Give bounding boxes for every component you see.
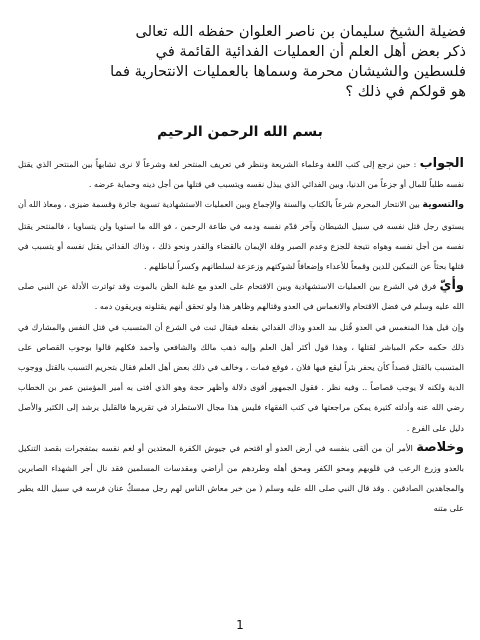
question-line: فضيلة الشيخ سليمان بن ناصر العلوان حفظه الله تعالى — [135, 23, 466, 40]
paragraph-text: بين الانتحار المحرم شرعاً بالكتاب والسنة والإجماع وبين العمليات الاستشهادية تسوية جائرة وقسمة ضيزى ، ومعاذ الله أن يستوي رجل قتل نفسه في سبيل الشيطان وآخر قدّم نفسه ودمه في طاعة الرحمن ، فو الله ما استويا ولن يتساويا ، فالمنتحر يقتل نفسه من أجل نفسه وهواه نتيجة للجزع وعدم الصبر وقلة الإيمان بالقضاء والقدر ونحو ذلك ، وذاك الفدائي يقتل نفسه أو يتسبب في قتلها بحثاً عن التمكين للدين وقمعاً للأعداء وإضعافاً لشوكتهم وزعزعة لسلطانهم وكسراً لباطلهم . — [18, 199, 464, 272]
paragraph — [18, 317, 464, 438]
paragraph-lead: وخلاصة — [416, 439, 464, 455]
paragraph-text: فرق في الشرع بين العمليات الاستشهادية وبين الاقتحام على العدو مع غلبة الظن بالموت وقد تواترت الأدلة عن النبي صلى الله عليه وسلم في فضل الاقتحام والانغماس في العدو وقتالهم وظاهر هذا ولو تحقق أنهم يقتلونه ويريقون دمه . — [18, 281, 464, 312]
answer-body — [18, 154, 464, 519]
basmala-heading: بسم الله الرحمن الرحيم — [157, 124, 323, 140]
paragraph — [18, 194, 464, 276]
question-line: ذكر بعض أهل العلم أن العمليات الفدائية القائمة في — [155, 43, 466, 60]
paragraph — [18, 154, 464, 194]
paragraph-text: : حين نرجع إلى كتب اللغة وعلماء الشريعة وننظر في تعريف المنتحر لغة وشرعاً لا نرى تشابهاً بين المنتحر الذي يقتل نفسه طلباً للمال أو جزعاً من الدنيا، وبين الفدائي الذي يبذل نفسه ويتسبب في قتلها من أجل دينه وحماية عرضه . — [18, 159, 464, 190]
paragraph-lead: والتسوية — [422, 199, 464, 211]
paragraph-text: الأمر أن من ألقى بنفسه في أرض العدو أو اقتحم في جيوش الكفرة المعتدين أو لغم نفسه بمتفجرات بقصد التنكيل بالعدو وزرع الرعب في قلوبهم ومحو الكفر ومحق أهله وطردهم من أراضي ومقدسات المسلمين فقد نال أجر الشهداء الصابرين والمجاهدين الصادقين . وقد قال النبي صلى الله عليه وسلم ( من خير معاش الناس لهم رجل ممسكٌ عنان فرسه في سبيل الله يطير على متنه — [18, 442, 464, 514]
paragraph-lead: الجواب — [419, 156, 464, 171]
question-block — [14, 22, 466, 102]
paragraph — [18, 276, 464, 316]
question-line: فلسطين والشيشان محرمة وسماها بالعمليات الانتحارية فما — [110, 63, 466, 80]
paragraph-lead: وأيّ — [439, 278, 464, 294]
question-line: هو قولكم في ذلك ؟ — [345, 83, 466, 100]
page-number: 1 — [236, 618, 244, 632]
paragraph — [18, 438, 464, 519]
paragraph-text: وإن قيل هذا المنغمس في العدو قُتل بيد العدو وذاك الفدائي بفعله فيقال ثبت في الشرع أن المتسبب في قتل النفس والمشارك في ذلك حكمه حكم المباشر لقتلها ، وهذا قول أكثر أهل العلم وإليه ذهب مالك والشافعي وأحمد فكلهم قالوا بوجوب القصاص على المتسبب بالقتل قصداً كأن يحفر بئراً ليقع فيها فلان ، فوقع فمات ، وخالف في ذلك بعض أهل العلم فقال بتحريم التسبب بالقتل ووجوب الدية ولكنه لا يوجب قصاصاً .. وفيه نظر . فقول الجمهور أقوى دلالة وأظهر حجة وهو الذي أفتى به أمير المؤمنين عمر بن الخطاب رضي الله عنه وأدلته كثيرة يمكن مراجعتها في كتب الفقهاء فليس هذا مجال الاستطراد في تقريرها فالقليل يرشد إلى الكثير والأصل دليل على الفرع . — [18, 321, 464, 433]
